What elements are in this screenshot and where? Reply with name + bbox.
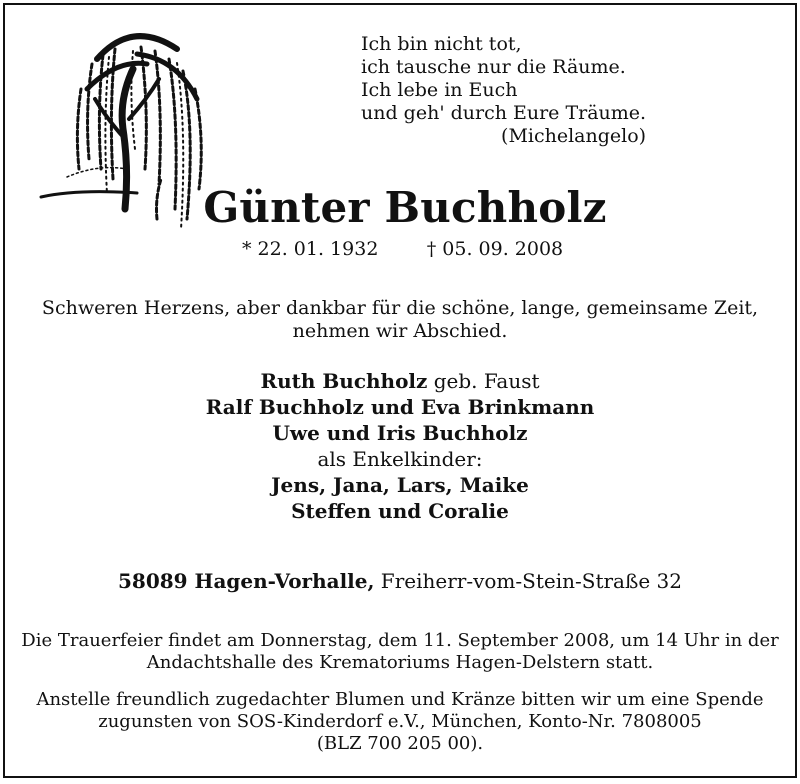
poem-line: Ich lebe in Euch — [361, 79, 518, 101]
donation-line: (BLZ 700 205 00). — [316, 733, 484, 754]
grandchildren-line: Jens, Jana, Lars, Maike — [271, 473, 529, 497]
grandchildren-line: Steffen und Coralie — [291, 499, 509, 523]
death-date: † 05. 09. 2008 — [426, 238, 564, 260]
service-line: Andachtshalle des Krematoriums Hagen-Delstern statt. — [146, 652, 654, 673]
grandchildren-label: als Enkelkinder: — [317, 447, 483, 471]
poem-line: ich tausche nur die Räume. — [361, 56, 626, 78]
intro-line: Schweren Herzens, aber dankbar für die schöne, lange, gemeinsame Zeit, — [41, 297, 759, 319]
mourner-line: Uwe und Iris Buchholz — [272, 421, 528, 445]
poem-line: Ich bin nicht tot, — [361, 33, 522, 55]
deceased-name: Günter Buchholz — [203, 183, 607, 232]
mourner-line — [5, 368, 795, 394]
intro-text — [5, 297, 795, 343]
mourner-line: Ralf Buchholz und Eva Brinkmann — [205, 395, 595, 419]
address — [5, 570, 795, 593]
service-line: Die Trauerfeier findet am Donnerstag, dem 11. September 2008, um 14 Uhr in der — [21, 630, 779, 651]
poem-author: (Michelangelo) — [501, 125, 647, 147]
widow-maiden-name: geb. Faust — [427, 369, 540, 393]
birth-date: * 22. 01. 1932 — [242, 238, 379, 260]
donation-info — [5, 689, 795, 755]
donation-line: Anstelle freundlich zugedachter Blumen und Kränze bitten wir um eine Spende — [36, 689, 764, 710]
donation-line: zugunsten von SOS-Kinderdorf e.V., München, Konto-Nr. 7808005 — [98, 711, 702, 732]
address-city: 58089 Hagen-Vorhalle, — [118, 569, 375, 593]
poem-line: und geh' durch Eure Träume. — [361, 102, 647, 124]
funeral-service-info — [5, 630, 795, 674]
address-street: Freiherr-vom-Stein-Straße 32 — [374, 569, 682, 593]
widow-name: Ruth Buchholz — [260, 369, 428, 393]
obituary-notice — [3, 3, 797, 778]
life-dates — [242, 238, 563, 260]
poem — [361, 33, 646, 148]
intro-line: nehmen wir Abschied. — [292, 320, 508, 342]
mourners-list — [5, 368, 795, 524]
